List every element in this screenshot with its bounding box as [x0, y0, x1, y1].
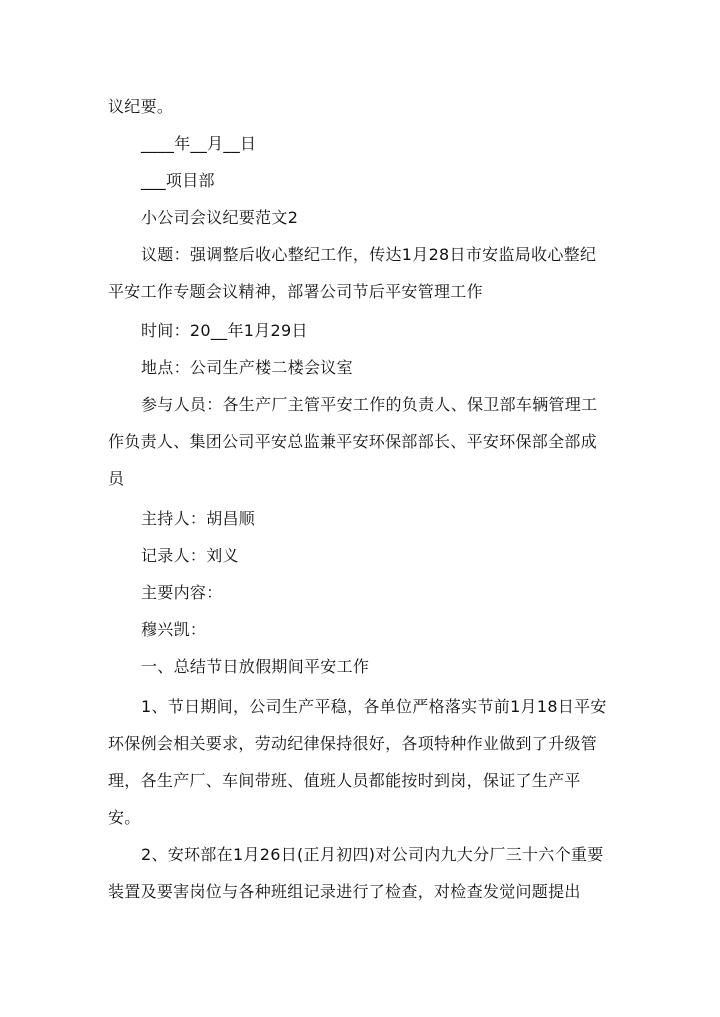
paragraph-recorder: 记录人：刘义	[141, 546, 239, 565]
paragraph-host: 主持人：胡昌顺	[141, 509, 256, 528]
paragraph-sample-title: 小公司会议纪要范文2	[141, 208, 299, 227]
paragraph-item-2: 2、安环部在1月26日(正月初四)对公司内九大分厂三十六个重要装置及要害岗位与各种班组记录进行了检查，对检查发觉问题提出	[108, 845, 604, 901]
paragraph-continuation: 议纪要。	[108, 97, 174, 116]
paragraph-main-content-heading: 主要内容：	[141, 583, 223, 602]
paragraph-speaker: 穆兴凯：	[141, 620, 207, 639]
paragraph-location: 地点：公司生产楼二楼会议室	[141, 358, 353, 377]
paragraph-topic: 议题：强调整后收心整纪工作，传达1月28日市安监局收心整纪平安工作专题会议精神，部署公司节后平安管理工作	[108, 245, 597, 301]
paragraph-item-1: 1、节日期间，公司生产平稳，各单位严格落实节前1月18日平安环保例会相关要求，劳动纪律保持很好，各项特种作业做到了升级管理，各生产厂、车间带班、值班人员都能按时到岗，保证了生产平安。	[108, 697, 607, 827]
paragraph-section-heading: 一、总结节日放假期间平安工作	[141, 657, 370, 676]
paragraph-date-line: ____年__月__日	[141, 134, 257, 153]
paragraph-attendees: 参与人员：各生产厂主管平安工作的负责人、保卫部车辆管理工作负责人、集团公司平安总监兼平安环保部部长、平安环保部全部成员	[108, 395, 598, 488]
paragraph-time: 时间：20__年1月29日	[141, 321, 308, 340]
paragraph-department-line: ___项目部	[141, 171, 215, 190]
